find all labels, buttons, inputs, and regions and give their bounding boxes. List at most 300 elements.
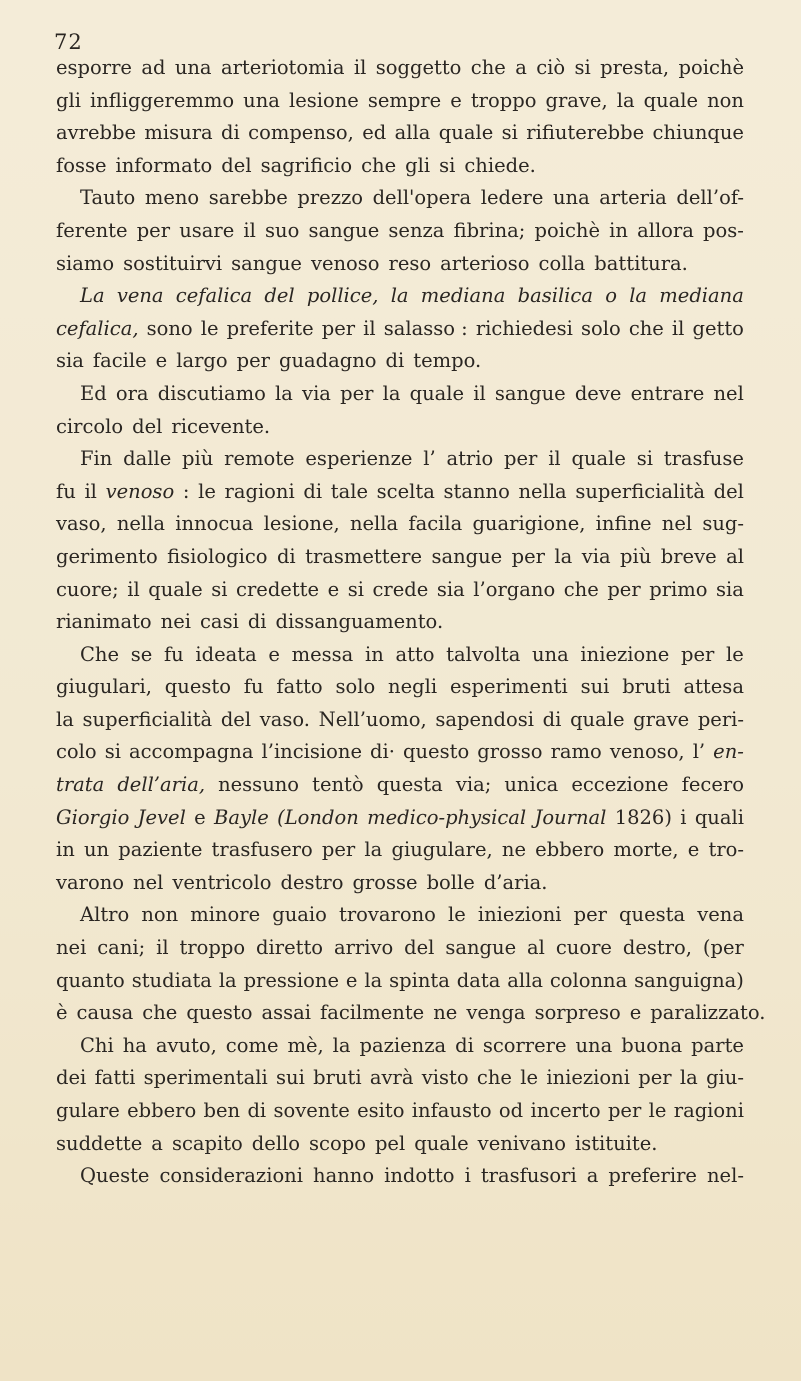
word: nei: [160, 610, 192, 634]
word: la: [390, 284, 409, 308]
word: buona: [621, 1033, 683, 1057]
word: chiunque: [652, 121, 744, 145]
word: hanno: [313, 1164, 375, 1188]
word: questa: [376, 773, 443, 797]
word: eccezione: [571, 773, 669, 797]
word: paralizzato.: [650, 1001, 766, 1025]
word: venoso: [310, 251, 380, 275]
word: presta,: [600, 56, 670, 79]
word: sagrificio: [260, 153, 353, 177]
word: mè,: [287, 1033, 324, 1057]
word: rianimato: [56, 610, 152, 634]
word: il: [243, 218, 256, 242]
word: grave,: [545, 88, 608, 112]
word: dell’aria,: [117, 773, 206, 797]
word: causa: [76, 1001, 134, 1025]
word: questa: [619, 903, 686, 927]
word: dello: [251, 1131, 301, 1155]
word: getto: [692, 316, 744, 340]
word: le: [726, 642, 744, 666]
word: sanguigna): [634, 968, 744, 992]
word: sorpreso: [534, 1001, 621, 1025]
word: vaso,: [56, 512, 107, 536]
word: atto: [395, 642, 435, 666]
word: lesione,: [263, 512, 340, 536]
word: incerto: [530, 1099, 601, 1122]
word: è: [56, 1001, 68, 1025]
word: trovarono: [339, 903, 436, 927]
word: nel: [133, 870, 164, 894]
word: ricevente.: [171, 414, 271, 438]
word: nella: [116, 512, 166, 536]
word: stanno: [443, 479, 510, 503]
word: per: [321, 838, 356, 862]
word: ebbero: [127, 1099, 197, 1122]
word: compenso,: [248, 121, 354, 145]
word: gulare: [56, 1099, 120, 1122]
word: ne: [501, 838, 526, 862]
word: Queste: [80, 1164, 150, 1188]
word: Bayle: [214, 805, 269, 829]
word: grave: [633, 707, 690, 731]
word: suddette: [56, 1131, 143, 1155]
word: Altro: [80, 903, 130, 927]
word: la: [679, 1066, 698, 1090]
word: ferente: [56, 218, 128, 242]
word: preferire: [608, 1164, 697, 1188]
text-line: [56, 736, 744, 769]
word: en-: [713, 740, 744, 764]
word: informato: [115, 153, 213, 177]
word: mediana: [659, 284, 744, 308]
word: Chi: [80, 1033, 114, 1057]
word: ha: [122, 1033, 147, 1057]
word: arterioso: [440, 251, 530, 275]
text-line: [56, 1160, 744, 1193]
word: cefalica,: [56, 316, 139, 340]
word: una: [552, 186, 590, 210]
text-line: [56, 1030, 744, 1063]
word: e: [155, 349, 168, 373]
text-line: [56, 378, 744, 411]
word: Journal: [534, 805, 607, 829]
word: ideata: [195, 642, 257, 666]
word: del: [220, 707, 252, 731]
text-line: [56, 1128, 744, 1161]
word: per: [340, 381, 374, 405]
word: fu: [163, 642, 184, 666]
word: rifiuterebbe: [526, 121, 645, 145]
word: il: [363, 316, 376, 340]
word: destro: [280, 870, 344, 894]
word: dalle: [123, 447, 172, 471]
word: od: [498, 1099, 524, 1122]
word: studiata: [131, 968, 212, 992]
word: di: [455, 1033, 474, 1057]
text-line: [56, 834, 744, 867]
word: 1826): [614, 805, 672, 829]
word: si: [104, 740, 121, 764]
word: le: [648, 1099, 667, 1122]
word: troppo: [470, 88, 537, 112]
word: la: [629, 284, 648, 308]
word: fu: [56, 479, 76, 503]
word: varono: [56, 870, 125, 894]
word: data: [456, 968, 501, 992]
word: per: [236, 349, 270, 373]
text-line: [56, 997, 766, 1030]
word: pos-: [703, 218, 744, 242]
word: come: [225, 1033, 279, 1057]
word: superficialità: [575, 479, 705, 503]
word: senza: [388, 218, 445, 242]
word: ne: [433, 1001, 458, 1025]
word: questo: [186, 1001, 253, 1025]
word: sia: [716, 577, 744, 601]
word: talvolta: [446, 642, 521, 666]
word: d’aria.: [483, 870, 548, 894]
text-line: [56, 541, 744, 574]
word: al: [726, 544, 744, 568]
word: non: [707, 88, 744, 112]
word: quale: [571, 447, 626, 471]
word: quale: [643, 88, 699, 112]
word: se: [130, 642, 153, 666]
word: si: [636, 447, 653, 471]
word: cuore;: [56, 577, 119, 601]
word: vena: [116, 284, 164, 308]
word: il: [671, 316, 685, 340]
word: per: [504, 447, 538, 471]
word: trasfuse: [663, 447, 744, 471]
word: di: [542, 707, 562, 731]
word: la: [275, 381, 293, 405]
word: solo: [581, 316, 621, 340]
text-line: [56, 182, 744, 215]
word: per: [638, 1066, 672, 1090]
word: di·: [370, 740, 395, 764]
word: esporre: [56, 56, 132, 79]
word: sperimentali: [143, 1066, 268, 1090]
word: morte,: [613, 838, 679, 862]
word: le: [198, 479, 216, 503]
word: le: [448, 903, 466, 927]
word: di: [385, 349, 405, 373]
word: parte: [691, 1033, 744, 1057]
word: il: [473, 381, 486, 405]
word: paziente: [118, 838, 203, 862]
word: colla: [538, 251, 586, 275]
word: non: [141, 903, 179, 927]
word: quale: [414, 1131, 469, 1155]
word: fosse: [56, 153, 107, 177]
word: sia: [56, 349, 84, 373]
word: del: [132, 414, 163, 438]
word: la: [218, 968, 237, 992]
word: alla: [507, 968, 543, 992]
word: ragioni: [673, 1099, 744, 1122]
word: ben: [203, 1099, 241, 1122]
word: l’: [692, 740, 706, 764]
text-line: [56, 508, 744, 541]
word: in: [364, 642, 384, 666]
word: spinta: [389, 968, 450, 992]
word: che: [142, 1001, 178, 1025]
page-number: 72: [54, 30, 83, 54]
word: trasfusero: [211, 838, 313, 862]
word: che: [361, 153, 397, 177]
word: cuore: [555, 936, 612, 960]
word: scelta: [376, 479, 435, 503]
word: suo: [265, 218, 300, 242]
word: sangue: [308, 218, 380, 242]
word: facila: [408, 512, 463, 536]
word: ragioni: [224, 479, 295, 503]
word: chiede.: [464, 153, 536, 177]
word: Che: [80, 642, 120, 666]
word: infine: [595, 512, 652, 536]
word: e: [268, 642, 280, 666]
word: negli: [388, 675, 438, 699]
word: accompagna: [128, 740, 254, 764]
word: ebbero: [535, 838, 605, 862]
word: ciò: [536, 56, 566, 79]
word: a: [515, 56, 527, 79]
word: Jevel: [137, 805, 186, 829]
word: a: [586, 1164, 599, 1188]
text-line: [56, 215, 744, 248]
word: arteria: [599, 186, 667, 210]
word: scorrere: [482, 1033, 567, 1057]
word: fisiologico: [167, 544, 268, 568]
word: quale: [570, 707, 625, 731]
word: lesione: [288, 88, 359, 112]
word: quanto: [56, 968, 125, 992]
word: esperimenti: [449, 675, 568, 699]
word: e: [327, 577, 340, 601]
word: misura: [144, 121, 213, 145]
word: gerimento: [56, 544, 158, 568]
word: il: [353, 56, 367, 79]
word: si: [501, 121, 518, 145]
word: primo: [649, 577, 708, 601]
word: per: [607, 577, 641, 601]
word: l’incisione: [261, 740, 362, 764]
word: tentò: [312, 773, 364, 797]
word: battitura.: [594, 251, 688, 275]
word: preferite: [226, 316, 314, 340]
text-line: [56, 965, 744, 998]
word: vena: [697, 903, 744, 927]
word: dell’of-: [676, 186, 744, 210]
word: circolo: [56, 414, 124, 438]
word: la: [364, 838, 383, 862]
text-line: [56, 574, 744, 607]
text-line: [56, 704, 744, 737]
word: sangue: [231, 251, 302, 275]
text-line: [56, 117, 744, 150]
word: pel: [374, 1131, 406, 1155]
word: gli: [405, 153, 431, 177]
word: dell'opera: [372, 186, 472, 210]
word: (London: [277, 805, 359, 829]
word: nel-: [706, 1164, 744, 1188]
word: prezzo: [297, 186, 363, 210]
word: le: [200, 316, 219, 340]
word: più: [182, 447, 214, 471]
word: peri-: [697, 707, 744, 731]
word: avuto,: [155, 1033, 217, 1057]
word: atrio: [446, 447, 494, 471]
word: iniezione: [580, 642, 670, 666]
word: giu-: [706, 1066, 744, 1090]
word: giugulare,: [391, 838, 493, 862]
text-line: [56, 606, 744, 639]
word: per: [681, 642, 715, 666]
word: quale: [409, 381, 465, 405]
word: di: [247, 610, 267, 634]
word: cani;: [97, 936, 146, 960]
word: Tauto: [80, 186, 136, 210]
word: bolle: [426, 870, 475, 894]
word: la: [364, 968, 383, 992]
word: mediana: [420, 284, 506, 308]
word: più: [620, 544, 652, 568]
word: la: [56, 707, 74, 731]
word: fu: [243, 675, 264, 699]
word: entrare: [630, 381, 705, 405]
word: l’organo: [473, 577, 556, 601]
word: sovente: [273, 1099, 350, 1122]
word: crede: [372, 577, 429, 601]
word: colo: [56, 740, 97, 764]
word: pollice,: [306, 284, 379, 308]
word: arrivo: [333, 936, 394, 960]
word: si: [347, 577, 364, 601]
text-line: [56, 476, 744, 509]
word: per: [511, 544, 545, 568]
word: nei: [56, 936, 87, 960]
word: che: [628, 316, 664, 340]
word: breve: [660, 544, 717, 568]
word: dei: [56, 1066, 87, 1090]
word: sia: [436, 577, 465, 601]
word: poichè: [534, 218, 600, 242]
word: Nell’uomo,: [318, 707, 427, 731]
word: la: [616, 88, 635, 112]
word: diretto: [256, 936, 324, 960]
word: bruti: [313, 1066, 362, 1090]
word: si: [439, 153, 456, 177]
word: venoso: [105, 479, 175, 503]
word: guaio: [272, 903, 327, 927]
word: una: [575, 1033, 613, 1057]
word: via;: [455, 773, 492, 797]
word: giugulari,: [56, 675, 152, 699]
body-text: [56, 52, 766, 1193]
text-line: [56, 802, 744, 835]
word: quale: [148, 577, 203, 601]
word: indotto: [384, 1164, 455, 1188]
text-line: [56, 867, 744, 900]
word: sangue: [445, 936, 517, 960]
word: fatto: [276, 675, 323, 699]
word: visto: [421, 1066, 469, 1090]
word: venga: [466, 1001, 526, 1025]
word: che: [563, 577, 599, 601]
word: tempo.: [413, 349, 482, 373]
word: gli: [56, 88, 81, 112]
word: attesa: [683, 675, 744, 699]
word: i: [464, 1164, 471, 1188]
word: arteriotomia: [220, 56, 345, 79]
word: grosse: [352, 870, 418, 894]
text-line: [56, 899, 744, 932]
word: sostituirvi: [123, 251, 223, 275]
word: cefalica: [175, 284, 253, 308]
word: il: [127, 577, 140, 601]
word: questo: [403, 740, 470, 764]
word: troppo: [179, 936, 246, 960]
word: nel: [713, 381, 744, 405]
word: nessuno: [218, 773, 300, 797]
word: nella: [518, 479, 567, 503]
word: Giorgio: [56, 805, 130, 829]
word: per: [607, 1099, 642, 1122]
word: discutiamo: [157, 381, 266, 405]
word: del: [221, 153, 252, 177]
word: quale: [438, 121, 494, 145]
word: casi: [200, 610, 239, 634]
word: :: [182, 479, 190, 503]
word: la: [332, 1033, 351, 1057]
word: di: [221, 121, 240, 145]
word: assai: [261, 1001, 312, 1025]
word: Ed: [80, 381, 107, 405]
word: guadagno: [278, 349, 377, 373]
text-line: [56, 1095, 744, 1128]
word: basilica: [517, 284, 593, 308]
word: istituite.: [574, 1131, 658, 1155]
word: e: [687, 838, 700, 862]
word: sangue: [494, 381, 566, 405]
text-line: [56, 443, 744, 476]
word: poichè: [678, 56, 744, 79]
word: esito: [357, 1099, 405, 1122]
word: del: [713, 479, 744, 503]
word: la: [554, 544, 573, 568]
word: sangue: [431, 544, 503, 568]
word: fatti: [94, 1066, 136, 1090]
word: destro,: [622, 936, 692, 960]
word: siamo: [56, 251, 115, 275]
word: le: [520, 1066, 539, 1090]
word: ledere: [480, 186, 544, 210]
word: sapendosi: [435, 707, 535, 731]
word: facile: [92, 349, 147, 373]
word: sui: [580, 675, 610, 699]
word: venivano: [477, 1131, 566, 1155]
word: salasso :: [383, 316, 468, 340]
word: un: [83, 838, 110, 862]
word: in: [609, 218, 628, 242]
word: avrà: [369, 1066, 414, 1090]
word: e: [345, 968, 358, 992]
word: ora: [115, 381, 149, 405]
word: via: [302, 381, 331, 405]
word: di: [303, 479, 323, 503]
word: pazienza: [359, 1033, 447, 1057]
